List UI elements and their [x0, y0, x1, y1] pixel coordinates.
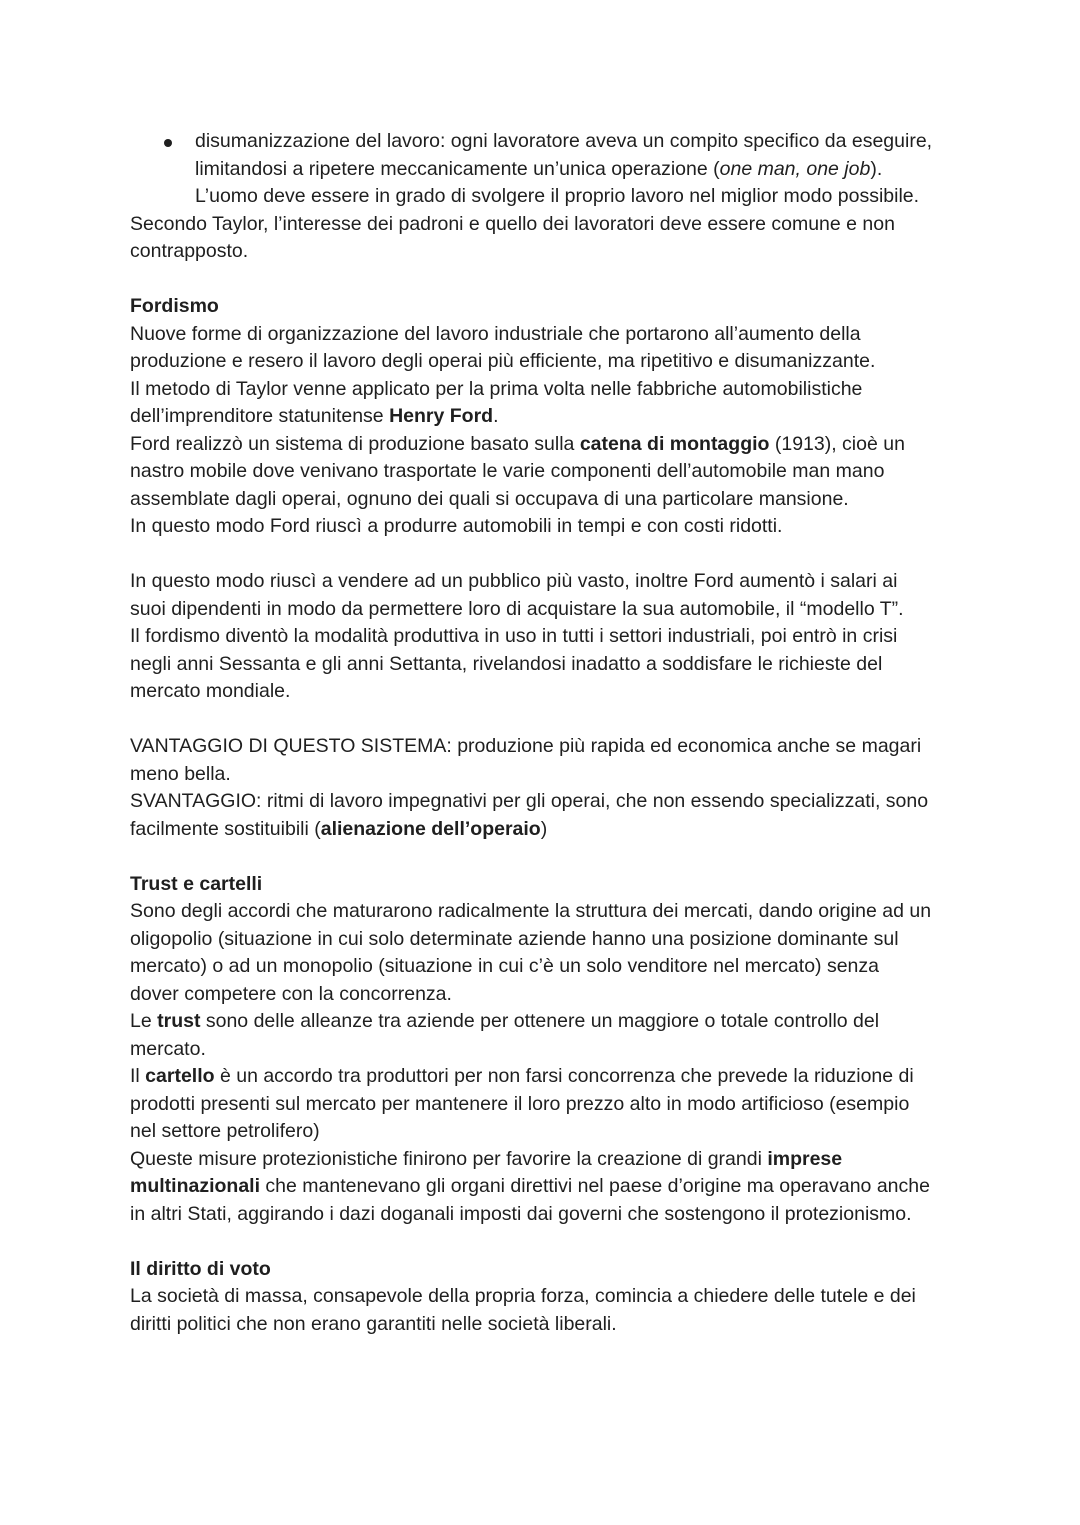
- text-line: disumanizzazione del lavoro: ogni lavoratore aveva un compito specifico da eseguire,: [195, 130, 933, 152]
- text-line: Queste misure protezionistiche finirono per favorire la creazione di grandi imprese: [130, 1147, 843, 1170]
- text-line: nastro mobile dove venivano trasportate le varie componenti dell’automobile man mano: [130, 460, 885, 482]
- text-line: Il metodo di Taylor venne applicato per la prima volta nelle fabbriche automobilistiche: [130, 377, 863, 400]
- text-line: mercato) o ad un monopolio (situazione in cui c’è un solo venditore nel mercato) senza: [130, 955, 879, 977]
- text-line: In questo modo riuscì a vendere ad un pubblico più vasto, inoltre Ford aumentò i salari ai: [130, 570, 898, 592]
- text-line: Il fordismo diventò la modalità produttiva in uso in tutti i settori industriali, poi entrò in crisi: [130, 625, 898, 647]
- bold-text: Henry Ford: [389, 405, 494, 427]
- text-line: multinazionali che mantenevano gli organi direttivi nel paese d’origine ma operavano anche: [130, 1175, 930, 1197]
- text-line: oligopolio (situazione in cui solo determinate aziende hanno una posizione dominante sul: [130, 927, 899, 950]
- text-line: nel settore petrolifero): [130, 1120, 320, 1142]
- text-line: limitandosi a ripetere meccanicamente un’unica operazione (one man, one job).: [195, 157, 883, 180]
- text-line: Il cartello è un accordo tra produttori per non farsi concorrenza che prevede la riduzione di: [130, 1065, 914, 1087]
- text-line: negli anni Sessanta e gli anni Settanta, rivelandosi inadatto a soddisfare le richieste del: [130, 652, 883, 675]
- text-line: suoi dipendenti in modo da permettere loro di acquistare la sua automobile, il “modello T”.: [130, 597, 904, 620]
- bold-text: trust: [157, 1010, 201, 1032]
- text-line: Nuove forme di organizzazione del lavoro industriale che portarono all’aumento della: [130, 322, 861, 345]
- section-heading-trust: Trust e cartelli: [130, 872, 263, 895]
- bullet-item: [130, 128, 955, 211]
- bold-text: catena di montaggio: [579, 432, 770, 455]
- text-line: In questo modo Ford riuscì a produrre automobili in tempi e con costi ridotti.: [130, 515, 783, 537]
- text-line: dover competere con la concorrenza.: [130, 982, 452, 1005]
- bold-text: multinazionali: [130, 1175, 261, 1197]
- text-line: Sono degli accordi che maturarono radicalmente la struttura dei mercati, dando origine ad un: [130, 900, 932, 922]
- text-line: Ford realizzò un sistema di produzione basato sulla catena di montaggio (1913), cioè un: [130, 432, 905, 455]
- text-line: in altri Stati, aggirando i dazi doganali imposti dai governi che sostengono il protezionismo.: [130, 1202, 912, 1225]
- text-line: meno bella.: [130, 762, 231, 785]
- section-heading-fordismo: Fordismo: [130, 295, 219, 317]
- bold-text: cartello: [145, 1065, 215, 1087]
- bullet-icon: [164, 139, 172, 147]
- text-line: L’uomo deve essere in grado di svolgere il proprio lavoro nel miglior modo possibile.: [195, 185, 920, 207]
- text-line: SVANTAGGIO: ritmi di lavoro impegnativi per gli operai, che non essendo specializzati, sono: [130, 790, 929, 812]
- text-line: Le trust sono delle alleanze tra aziende per ottenere un maggiore o totale controllo del: [130, 1010, 880, 1032]
- section-heading-voto: Il diritto di voto: [130, 1257, 271, 1280]
- text-line: facilmente sostituibili (alienazione dell’operaio): [130, 817, 548, 840]
- text-line: Secondo Taylor, l’interesse dei padroni e quello dei lavoratori deve essere comune e non: [130, 212, 895, 235]
- text-line: La società di massa, consapevole della propria forza, comincia a chiedere delle tutele e dei: [130, 1285, 916, 1307]
- italic-text: one man, one job: [719, 157, 871, 180]
- text-line: assemblate dagli operai, ognuno dei quali si occupava di una particolare mansione.: [130, 487, 849, 510]
- document-body: [130, 128, 955, 1338]
- text-line: prodotti presenti sul mercato per mantenere il loro prezzo alto in modo artificioso (esempio: [130, 1092, 910, 1115]
- text-line: diritti politici che non erano garantiti nelle società liberali.: [130, 1312, 617, 1335]
- bold-text: imprese: [767, 1147, 843, 1170]
- text-line: contrapposto.: [130, 240, 249, 262]
- text-line: dell’imprenditore statunitense Henry Ford.: [130, 405, 499, 427]
- text-line: mercato.: [130, 1037, 206, 1060]
- bold-text: alienazione dell’operaio: [320, 817, 541, 840]
- text-line: VANTAGGIO DI QUESTO SISTEMA: produzione più rapida ed economica anche se magari: [130, 735, 922, 757]
- text-line: produzione e resero il lavoro degli operai più efficiente, ma ripetitivo e disumanizzante.: [130, 350, 876, 372]
- text-line: mercato mondiale.: [130, 680, 291, 702]
